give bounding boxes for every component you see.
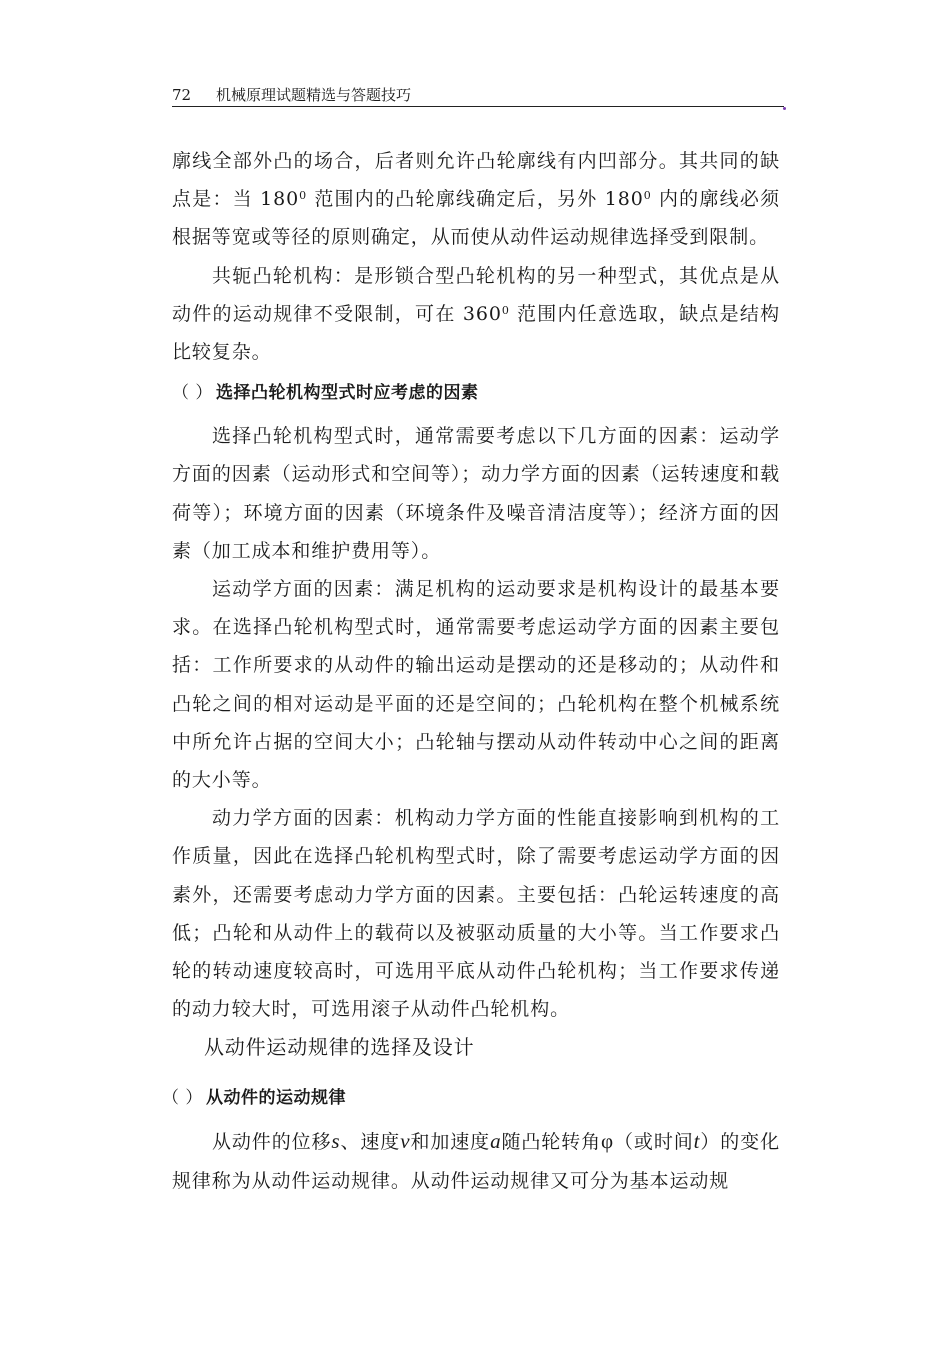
variable-displacement: s — [331, 1129, 341, 1154]
running-header — [172, 84, 784, 107]
variable-velocity: v — [400, 1129, 411, 1154]
paragraph-text: 共轭凸轮机构：是形锁合型凸轮机构的另一种型式，其优点是从动件的运动规律不受限制，可在 360 — [172, 264, 780, 325]
paragraph-text: （或时间 — [614, 1131, 694, 1154]
paragraph-text: ）的变化规律称为从动件运动规律。从动件运动规律又可分为基本运动规 — [172, 1131, 780, 1192]
paragraph-text: 随凸轮转角 — [501, 1131, 601, 1154]
paragraph-text: 范围内的凸轮廓线确定后，另外 180 — [307, 188, 644, 211]
paragraph-continued — [172, 142, 780, 257]
paragraph-text: 和加速度 — [410, 1131, 491, 1154]
paragraph-kinematic-factors: 运动学方面的因素：满足机构的运动要求是机构设计的最基本要求。在选择凸轮机构型式时，通常需要考虑运动学方面的因素主要包括：工作所要求的从动件的输出运动是摆动的还是移动的；从动件和凸轮之间的相对运动是平面的还是空间的；凸轮机构在整个机械系统中所允许占据的空间大小；凸轮轴与摆动从动件转动中心之间的距离的大小等。 — [172, 578, 780, 792]
paragraph-factors-overview: 选择凸轮机构型式时，通常需要考虑以下几方面的因素：运动学方面的因素（运动形式和空间等）；动力学方面的因素（运转速度和载荷等）；环境方面的因素（环境条件及噪音清洁度等）；经济方面的因素（加工成本和维护费用等）。 — [172, 425, 780, 562]
book-title: 机械原理试题精选与答题技巧 — [216, 86, 412, 104]
subheading-number: （ ） — [172, 383, 213, 404]
paragraph-text: 廓线全部外凸的场合，后者则允许凸轮廓线有内凹部分。其共同的缺点是：当 180 — [172, 150, 780, 211]
paragraph-conjugate-cam — [172, 257, 780, 372]
subheading-title: 选择凸轮机构型式时应考虑的因素 — [216, 383, 479, 404]
subheading-number: （ ） — [162, 1088, 203, 1109]
paragraph-text: 范围内任意选取，缺点是结构比较复杂。 — [172, 302, 781, 364]
paragraph-motion-law — [172, 1122, 780, 1199]
variable-angle: φ — [600, 1129, 615, 1154]
section-heading: 从动件运动规律的选择及设计 — [204, 1035, 475, 1060]
degree-superscript: 0 — [643, 189, 652, 203]
subheading-cam-type-factors — [172, 381, 780, 405]
header-rule-marker — [783, 107, 786, 110]
subheading-title: 从动件的运动规律 — [206, 1088, 346, 1109]
variable-acceleration: a — [490, 1129, 502, 1154]
variable-time: t — [693, 1129, 701, 1154]
page-number: 72 — [172, 86, 192, 104]
paragraph-text: 内的廓线必须根据等宽或等径的原则确定，从而使从动件运动规律选择受到限制。 — [172, 188, 780, 249]
degree-superscript: 0 — [299, 189, 308, 203]
subheading-follower-motion — [162, 1086, 780, 1110]
page-body — [162, 142, 781, 1200]
paragraph-text: 、速度 — [340, 1131, 401, 1154]
paragraph-text: 从动件的位移 — [212, 1131, 332, 1154]
paragraph-dynamic-factors: 动力学方面的因素：机构动力学方面的性能直接影响到机构的工作质量，因此在选择凸轮机构型式时，除了需要考虑运动学方面的因素外，还需要考虑动力学方面的因素。主要包括：凸轮运转速度的高低；凸轮和从动件上的载荷以及被驱动质量的大小等。当工作要求凸轮的转动速度较高时，可选用平底从动件凸轮机构；当工作要求传递的动力较大时，可选用滚子从动件凸轮机构。 — [172, 807, 780, 1021]
degree-superscript: 0 — [501, 303, 510, 317]
